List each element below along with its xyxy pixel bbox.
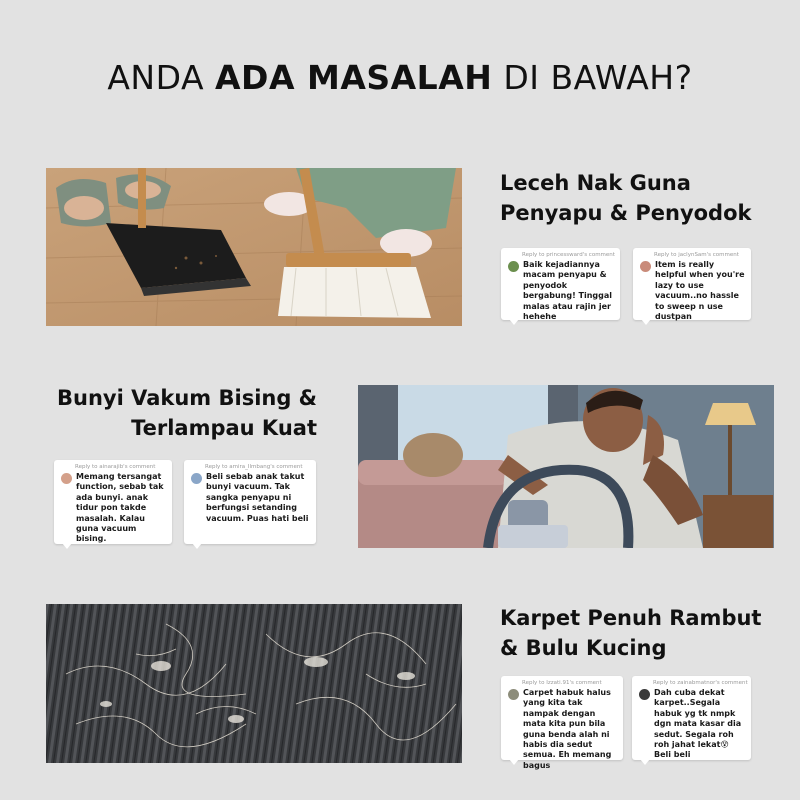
noisy-vacuum-photo: [358, 385, 774, 548]
avatar: [61, 473, 72, 484]
comment-card: [501, 676, 623, 770]
speech-tail: [192, 543, 202, 549]
speech-tail: [641, 319, 651, 325]
comment-text: Memang tersangat function, sebab tak ada bunyi. anak tidur pon takde masalah. Kalau guna vacuum bising.: [76, 472, 164, 544]
comment-card: [54, 460, 172, 544]
section-3-title-line-2: & Bulu Kucing: [500, 636, 667, 660]
comment-card: [184, 460, 316, 544]
headline-normal-2: DI BAWAH?: [492, 58, 693, 97]
section-2-title: [20, 383, 317, 443]
avatar: [640, 261, 651, 272]
speech-tail: [509, 759, 519, 765]
comment-reply-label: Reply to Izzati.91's comment: [522, 680, 602, 686]
section-3-title: [500, 603, 795, 663]
broom-dustpan-photo: [46, 168, 462, 326]
comment-text: Carpet habuk halus yang kita tak nampak dengan mata kita pun bila guna benda alah ni habis dia sedut semua. Eh memang bagus: [523, 688, 612, 770]
comment-reply-label: Reply to ainarajib's comment: [75, 464, 156, 470]
comment-text: Dah cuba dekat karpet..Segala habuk yg tk nmpk dgn mata kasar dia sedut. Segala roh roh jahat lekat😵 Beli beli: [654, 688, 742, 760]
comment-card: [632, 676, 751, 760]
comment-text: Beli sebab anak takut bunyi vacuum. Tak sangka penyapu ni berfungsi setanding vacuum. Puas hati beli: [206, 472, 309, 523]
headline-normal-1: ANDA: [107, 58, 216, 97]
avatar: [508, 689, 519, 700]
speech-tail: [640, 759, 650, 765]
comment-text: Baik kejadiannya macam penyapu & penyodok bergabung! Tinggal malas atau rajin jer hehehe: [523, 260, 612, 322]
comment-reply-label: Reply to jaclynSam's comment: [654, 252, 739, 258]
section-3-title-line-1: Karpet Penuh Rambut: [500, 606, 762, 630]
section-1-title-line-1: Leceh Nak Guna: [500, 171, 691, 195]
section-1-title: [500, 168, 790, 228]
avatar: [508, 261, 519, 272]
headline-bold: ADA MASALAH: [215, 58, 493, 97]
comment-reply-label: Reply to zainabmatnor's comment: [653, 680, 748, 686]
comment-reply-label: Reply to amira_Ilmbang's comment: [205, 464, 303, 470]
comment-card: [501, 248, 620, 320]
section-2-title-line-1: Bunyi Vakum Bising &: [57, 386, 317, 410]
speech-tail: [62, 543, 72, 549]
section-2-title-line-2: Terlampau Kuat: [131, 416, 317, 440]
comment-reply-label: Reply to princessward's comment: [522, 252, 615, 258]
comment-text: Item is really helpful when you're lazy to use vacuum..no hassle to sweep n use dustpan: [655, 260, 745, 322]
page-headline: [0, 58, 800, 97]
comment-card: [633, 248, 751, 320]
hairy-carpet-photo: [46, 604, 462, 763]
avatar: [639, 689, 650, 700]
avatar: [191, 473, 202, 484]
speech-tail: [509, 319, 519, 325]
section-1-title-line-2: Penyapu & Penyodok: [500, 201, 752, 225]
